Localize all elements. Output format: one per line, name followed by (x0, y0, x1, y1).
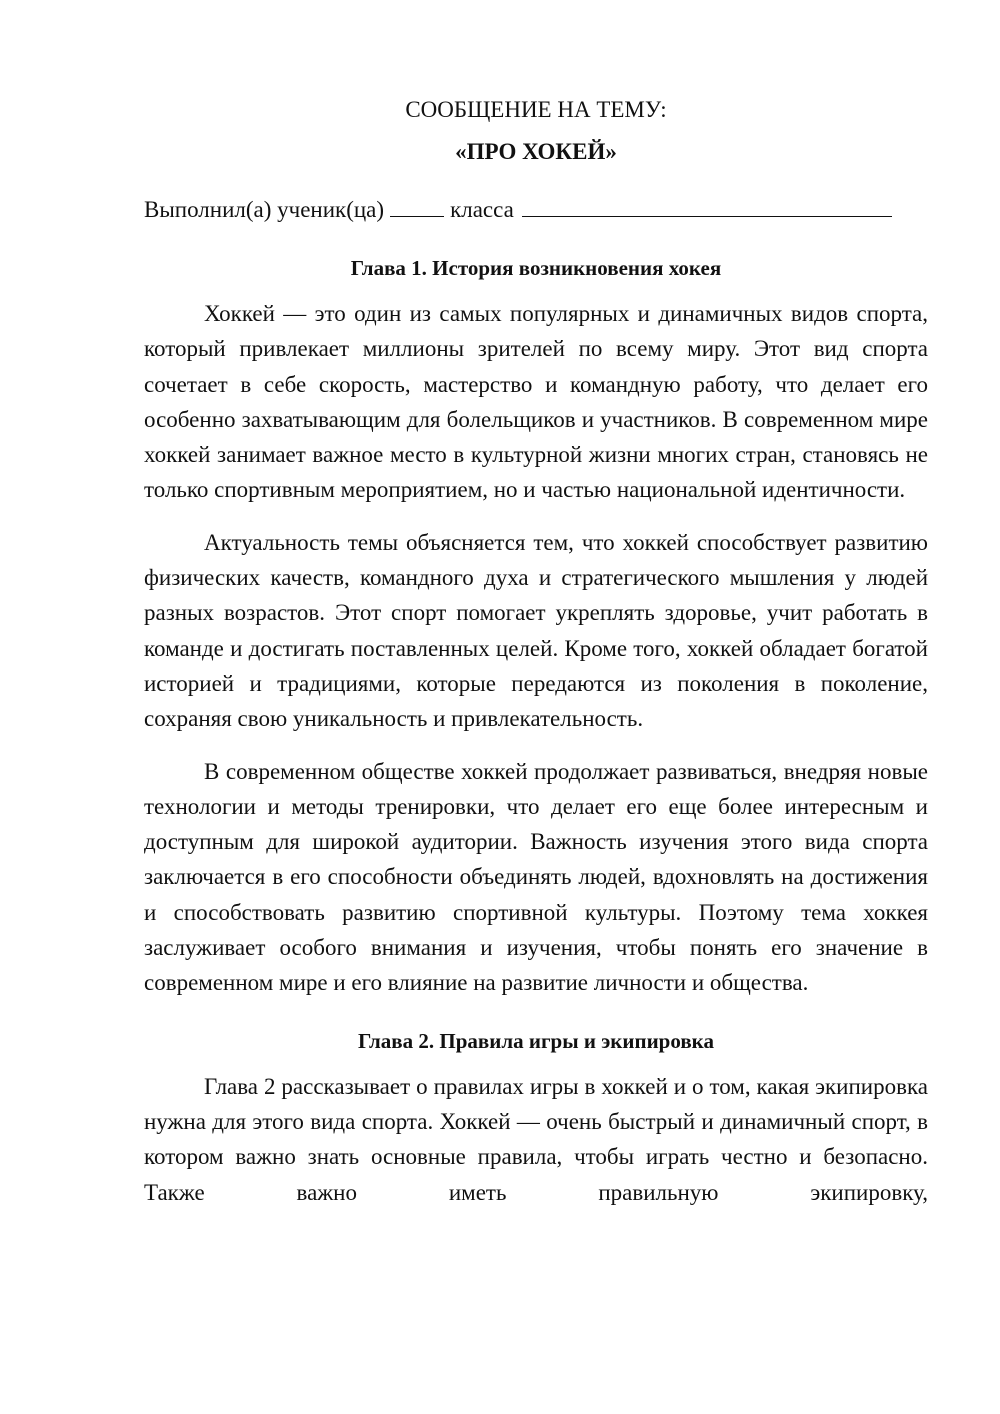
chapter-heading: Глава 1. История возникновения хокея (350, 256, 722, 280)
chapter-1 (144, 250, 928, 1001)
document-subtitle: «ПРО ХОКЕЙ» (455, 139, 617, 164)
chapter-heading: Глава 2. Правила игры и экипировка (358, 1028, 714, 1053)
chapter-2 (144, 1023, 928, 1210)
class-number-blank[interactable] (390, 196, 444, 217)
author-line (144, 192, 928, 228)
author-label: Выполнил(а) ученик(ца) (144, 197, 385, 222)
author-name-blank[interactable] (522, 196, 892, 217)
paragraph: В современном обществе хоккей продолжает развиваться, внедряя новые технологии и методы тренировки, что делает его еще более интересным и доступным для широкой аудитории. Важность изучения этого вида спорта заключается в его способности объединять людей, вдохновлять на достижения и способствовать развитию спортивной культуры. Поэтому тема хоккея заслуживает особого внимания и изучения, чтобы понять его значение в современном мире и его влияние на развитие личности и общества. (144, 758, 928, 996)
paragraph: Глава 2 рассказывает о правилах игры в хоккей и о том, какая экипировка нужна для этого вида спорта. Хоккей — очень быстрый и динамичный спорт, в котором важно знать основные правила, чтобы играть честно и безопасно. Также важно иметь правильную экипировку, (144, 1073, 928, 1205)
document-content (144, 92, 928, 1227)
paragraph: Актуальность темы объясняется тем, что хоккей способствует развитию физических качеств, командного духа и стратегического мышления у людей разных возрастов. Этот спорт помогает укреплять здоровье, учит работать в команде и достигать поставленных целей. Кроме того, хоккей обладает богатой историей и традициями, которые передаются из поколения в поколение, сохраняя свою уникальность и привлекательность. (144, 529, 928, 732)
paragraph: Хоккей — это один из самых популярных и динамичных видов спорта, который привлекает миллионы зрителей по всему миру. Этот вид спорта сочетает в себе скорость, мастерство и командную работу, что делает его особенно захватывающим для болельщиков и участников. В современном мире хоккей занимает важное место в культурной жизни многих стран, становясь не только спортивным мероприятием, но и частью национальной идентичности. (144, 301, 928, 503)
document-title: СООБЩЕНИЕ НА ТЕМУ: (405, 97, 667, 122)
class-label: класса (450, 197, 514, 222)
